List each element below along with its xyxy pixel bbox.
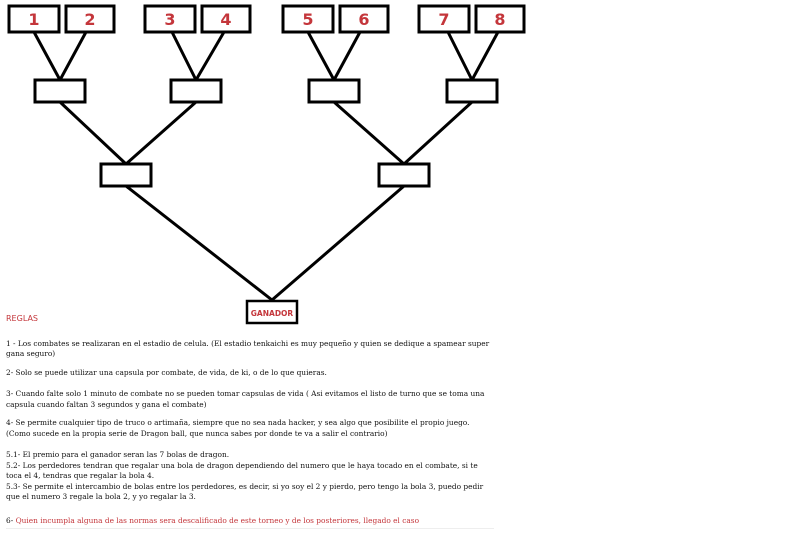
rule-6-text: Quien incumpla alguna de las normas sera descalificado de este torneo y de los posteriores, llegado el caso — [15, 515, 420, 525]
rule-3: 3- Cuando falte solo 1 minuto de combate no se pueden tomar capsulas de vida ( Asi evitamos el listo de turno que se toma una capsula cuando faltan 3 segundos y gana el combate) — [6, 389, 485, 409]
rule-4: 4- Se permite cualquier tipo de truco o artimaña, siempre que no sea nada hacker, y sea algo que posibilite el propio juego. (Como sucede en la propia serie de Dragon ball, que nunca sabes por donde te va a salir el contrario) — [6, 418, 470, 438]
rule-6-number: 6- — [6, 515, 14, 525]
rule-5-2: 5.2- Los perdedores tendran que regalar una bola de dragon dependiendo del numero que le haya tocado en el combate, si te toca el 4, tendras que regalar la bola 4. — [6, 460, 478, 480]
round1-box-1 — [35, 80, 85, 102]
round1-box-2 — [171, 80, 221, 102]
rule-5-3: 5.3- Se permite el intercambio de bolas entre los perdedores, es decir, si yo soy el 2 y pierdo, pero tengo la bola 3, puedo pedir que el numero 3 regale la bola 2, y yo regalar la 3. — [6, 481, 484, 501]
rule-6 — [6, 516, 496, 527]
semifinal-box-2 — [379, 164, 429, 186]
winner-label: GANADOR — [250, 309, 294, 318]
seed-label-4: 4 — [220, 10, 232, 29]
seed-label-1: 1 — [28, 10, 40, 29]
rules-section — [6, 314, 496, 534]
semifinal-box-1 — [101, 164, 151, 186]
round1-box-3 — [309, 80, 359, 102]
rule-1: 1 - Los combates se realizaran en el estadio de celula. (El estadio tenkaichi es muy pequeño y quien se dedique a spamear super gana seguro) — [6, 338, 490, 358]
seed-label-3: 3 — [164, 10, 176, 29]
seed-label-8: 8 — [494, 10, 506, 29]
rule-5-1: 5.1- El premio para el ganador seran las 7 bolas de dragon. — [6, 450, 230, 459]
rules-title: REGLAS — [6, 314, 39, 323]
seed-label-2: 2 — [84, 10, 96, 29]
seed-label-6: 6 — [358, 10, 370, 29]
rule-2: 2- Solo se puede utilizar una capsula por combate, de vida, de ki, o de lo que quieras. — [6, 367, 327, 377]
seed-label-7: 7 — [438, 10, 450, 29]
bottom-divider — [6, 528, 494, 529]
round1-box-4 — [447, 80, 497, 102]
seed-label-5: 5 — [302, 10, 314, 29]
